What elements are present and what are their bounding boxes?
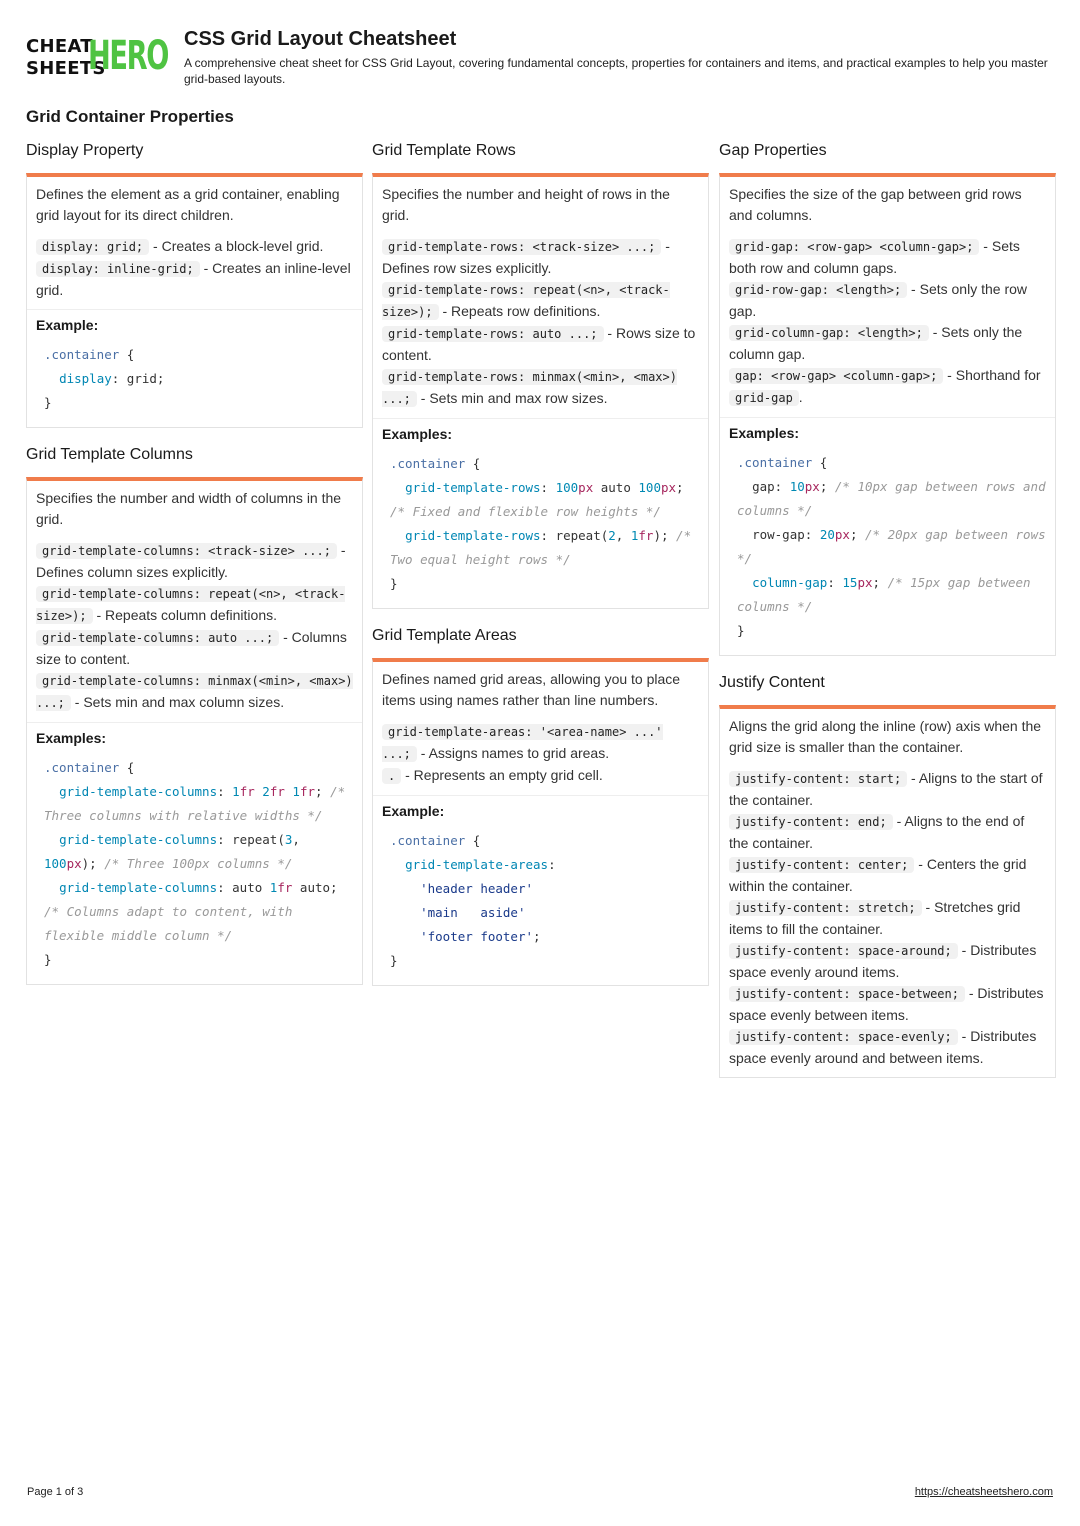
code-snippet: grid-template-columns: minmax(<min>, <max>) ...; [36, 674, 353, 710]
page-number: Page 1 of 3 [27, 1486, 84, 1498]
example-label: Example: [373, 795, 708, 820]
code-block: .container { grid-template-rows: 100px auto 100px; /* Fixed and flexible row heights */ grid-template-rows: repeat(2, 1fr); /* Two equal height rows */ } [390, 456, 699, 591]
code-snippet: grid-template-columns: auto ...; [36, 630, 279, 646]
code-block: .container { display: grid; } [44, 347, 165, 410]
column-3 [719, 140, 1056, 1094]
site-link[interactable]: https://cheatsheetshero.com [914, 1486, 1053, 1498]
display-property-card [26, 173, 363, 428]
item-text: - Creates an inline-level grid. [36, 260, 351, 298]
code-snippet: gap: <row-gap> <column-gap>; [729, 368, 943, 384]
item-text: - Aligns to the start of the container. [729, 770, 1043, 808]
justify-content-card [719, 705, 1056, 1078]
gap-properties-title: Gap Properties [719, 142, 827, 159]
description: Specifies the size of the gap between grid rows and columns. [729, 186, 1022, 223]
item-list [382, 236, 699, 410]
code-snippet: justify-content: space-around; [729, 943, 958, 959]
grid-template-areas-title: Grid Template Areas [372, 627, 517, 644]
description: Aligns the grid along the inline (row) axis when the grid size is smaller than the container. [729, 718, 1042, 755]
item-list [36, 540, 353, 714]
item-text: - Repeats row definitions. [438, 303, 601, 319]
logo-hero-text: HERO [88, 33, 168, 79]
code-block: .container { grid-template-columns: 1fr 2fr 1fr; /* Three columns with relative widths */ grid-template-columns: repeat(3, 100px); /* Three 100px columns */ grid-template-columns: auto 1fr auto; /* Columns adapt to content, with flexible middle column */ } [44, 760, 353, 967]
item-text: - Distributes space evenly around and between items. [729, 1028, 1037, 1066]
display-property-title: Display Property [26, 142, 144, 159]
description: Defines named grid areas, allowing you to place items using names rather than line numbers. [382, 671, 681, 708]
cheatsheets-hero-logo[interactable] [26, 33, 172, 79]
column-2 [372, 140, 709, 1002]
item-text: - Sets both row and column gaps. [729, 238, 1020, 276]
code-block: .container { gap: 10px; /* 10px gap between rows and columns */ row-gap: 20px; /* 20px gap between rows */ column-gap: 15px; /* 15px gap between columns */ } [737, 455, 1054, 638]
item-text: - Shorthand for [943, 367, 1041, 383]
gap-properties-card [719, 173, 1056, 656]
code-snippet: grid-column-gap: <length>; [729, 325, 929, 341]
grid-template-columns-title: Grid Template Columns [26, 446, 193, 463]
code-snippet: grid-template-columns: repeat(<n>, <track-size>); [36, 587, 346, 623]
description: Defines the element as a grid container, enabling grid layout for its direct children. [36, 186, 340, 223]
item-text: - Rows size to content. [382, 325, 696, 363]
example-label: Example: [27, 309, 362, 334]
item-text: - Centers the grid within the container. [729, 856, 1027, 894]
item-text: - Sets min and max row sizes. [416, 390, 608, 406]
item-text: - Sets min and max column sizes. [70, 694, 285, 710]
code-snippet: justify-content: space-evenly; [729, 1029, 958, 1045]
code-snippet: justify-content: stretch; [729, 900, 922, 916]
code-snippet: grid-row-gap: <length>; [729, 282, 907, 298]
grid-template-rows-title: Grid Template Rows [372, 142, 516, 159]
code-snippet: grid-template-rows: minmax(<min>, <max>) ...; [382, 370, 677, 406]
item-text: - Distributes space evenly between items. [729, 985, 1044, 1023]
item-list [729, 768, 1046, 1069]
item-text: - Defines column sizes explicitly. [36, 542, 346, 580]
section-title: Grid Container Properties [26, 107, 234, 126]
code-snippet: . [382, 768, 401, 784]
examples-label: Examples: [720, 417, 1055, 442]
description: Specifies the number and width of columns in the grid. [36, 490, 342, 527]
code-snippet: display: inline-grid; [36, 261, 200, 277]
code-snippet: grid-template-columns: <track-size> ...; [36, 543, 337, 559]
code-snippet: justify-content: end; [729, 814, 893, 830]
item-text: - Assigns names to grid areas. [416, 745, 610, 761]
code-snippet: grid-template-areas: '<area-name> ...' ...; [382, 725, 663, 761]
item-text: - Columns size to content. [36, 629, 347, 667]
code-snippet: justify-content: space-between; [729, 986, 965, 1002]
code-snippet: justify-content: center; [729, 857, 914, 873]
code-snippet: display: grid; [36, 239, 149, 255]
item-list [36, 236, 353, 301]
item-text: - Stretches grid items to fill the container. [729, 899, 1021, 937]
examples-label: Examples: [27, 722, 362, 747]
column-1 [26, 140, 363, 1001]
item-list [729, 236, 1046, 409]
description: Specifies the number and height of rows in the grid. [382, 186, 670, 223]
page-subtitle: A comprehensive cheat sheet for CSS Grid Layout, covering fundamental concepts, properties for containers and items, and practical examples to help you master grid-based layouts. [184, 56, 1048, 86]
justify-content-title: Justify Content [719, 674, 825, 691]
code-snippet: justify-content: start; [729, 771, 907, 787]
grid-template-areas-card [372, 658, 709, 986]
grid-template-columns-card [26, 477, 363, 985]
item-text: - Aligns to the end of the container. [729, 813, 1025, 851]
item-text: - Creates a block-level grid. [149, 238, 324, 254]
page-title: CSS Grid Layout Cheatsheet [184, 28, 457, 50]
item-text: - Sets only the row gap. [729, 281, 1027, 319]
logo-text: CHEAT SHEETS [26, 36, 106, 79]
code-snippet: grid-template-rows: auto ...; [382, 326, 604, 342]
grid-template-rows-card [372, 173, 709, 609]
item-text: - Sets only the column gap. [729, 324, 1023, 362]
code-snippet: grid-gap [729, 390, 799, 406]
item-list [382, 721, 699, 787]
code-block: .container { grid-template-areas: 'header header' 'main aside' 'footer footer'; } [390, 833, 556, 968]
code-snippet: grid-gap: <row-gap> <column-gap>; [729, 239, 979, 255]
page-header [26, 28, 1056, 90]
code-snippet: grid-template-rows: <track-size> ...; [382, 239, 661, 255]
item-text: - Distributes space evenly around items. [729, 942, 1037, 980]
examples-label: Examples: [373, 418, 708, 443]
item-text: - Defines row sizes explicitly. [382, 238, 670, 276]
item-text: - Represents an empty grid cell. [401, 767, 603, 783]
code-snippet: grid-template-rows: repeat(<n>, <track-size>); [382, 283, 670, 319]
item-text: - Repeats column definitions. [92, 607, 278, 623]
item-text: . [798, 389, 803, 405]
